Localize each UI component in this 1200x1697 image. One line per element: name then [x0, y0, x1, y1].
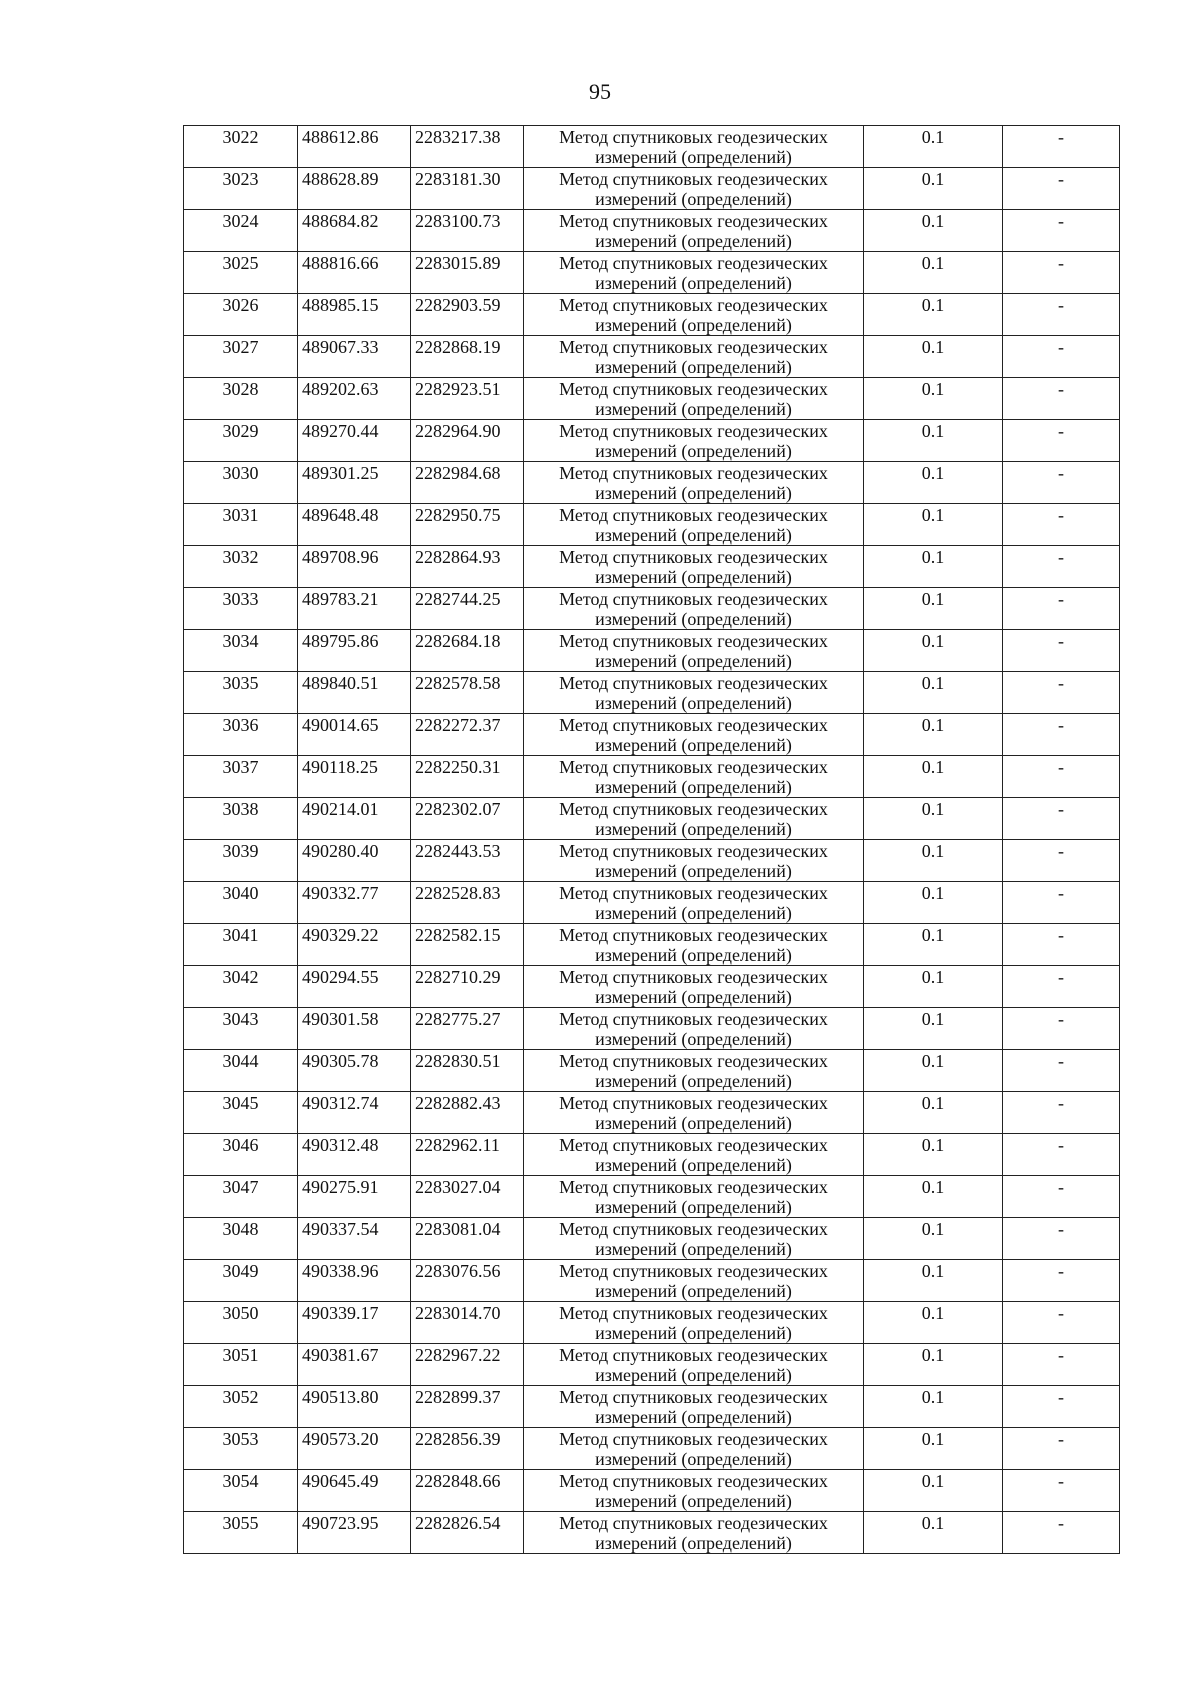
y-coordinate-cell: 2283100.73	[411, 210, 524, 252]
note-cell: -	[1003, 714, 1120, 756]
y-coordinate-cell: 2282899.37	[411, 1386, 524, 1428]
method-cell: Метод спутниковых геодезических измерений (определений)	[524, 252, 864, 294]
y-coordinate-cell: 2282578.58	[411, 672, 524, 714]
method-cell: Метод спутниковых геодезических измерений (определений)	[524, 588, 864, 630]
point-number-cell: 3036	[184, 714, 298, 756]
method-cell: Метод спутниковых геодезических измерений (определений)	[524, 546, 864, 588]
note-cell: -	[1003, 1092, 1120, 1134]
table-row	[184, 420, 1120, 462]
note-cell: -	[1003, 1344, 1120, 1386]
point-number-cell: 3054	[184, 1470, 298, 1512]
point-number-cell: 3047	[184, 1176, 298, 1218]
point-number-cell: 3040	[184, 882, 298, 924]
accuracy-cell: 0.1	[864, 924, 1003, 966]
y-coordinate-cell: 2282775.27	[411, 1008, 524, 1050]
method-cell: Метод спутниковых геодезических измерений (определений)	[524, 1218, 864, 1260]
table-row	[184, 1344, 1120, 1386]
x-coordinate-cell: 489783.21	[298, 588, 411, 630]
accuracy-cell: 0.1	[864, 882, 1003, 924]
point-number-cell: 3046	[184, 1134, 298, 1176]
x-coordinate-cell: 490305.78	[298, 1050, 411, 1092]
method-cell: Метод спутниковых геодезических измерений (определений)	[524, 462, 864, 504]
note-cell: -	[1003, 1302, 1120, 1344]
point-number-cell: 3033	[184, 588, 298, 630]
accuracy-cell: 0.1	[864, 546, 1003, 588]
method-cell: Метод спутниковых геодезических измерений (определений)	[524, 210, 864, 252]
method-cell: Метод спутниковых геодезических измерений (определений)	[524, 126, 864, 168]
table-row	[184, 210, 1120, 252]
note-cell: -	[1003, 756, 1120, 798]
y-coordinate-cell: 2283076.56	[411, 1260, 524, 1302]
point-number-cell: 3023	[184, 168, 298, 210]
accuracy-cell: 0.1	[864, 504, 1003, 546]
x-coordinate-cell: 490280.40	[298, 840, 411, 882]
point-number-cell: 3027	[184, 336, 298, 378]
table-row	[184, 1386, 1120, 1428]
accuracy-cell: 0.1	[864, 840, 1003, 882]
method-cell: Метод спутниковых геодезических измерений (определений)	[524, 504, 864, 546]
x-coordinate-cell: 490337.54	[298, 1218, 411, 1260]
method-cell: Метод спутниковых геодезических измерений (определений)	[524, 630, 864, 672]
method-cell: Метод спутниковых геодезических измерений (определений)	[524, 1470, 864, 1512]
note-cell: -	[1003, 924, 1120, 966]
point-number-cell: 3025	[184, 252, 298, 294]
x-coordinate-cell: 489301.25	[298, 462, 411, 504]
point-number-cell: 3055	[184, 1512, 298, 1554]
x-coordinate-cell: 490214.01	[298, 798, 411, 840]
method-cell: Метод спутниковых геодезических измерений (определений)	[524, 294, 864, 336]
table-row	[184, 1218, 1120, 1260]
table-row	[184, 1512, 1120, 1554]
x-coordinate-cell: 490338.96	[298, 1260, 411, 1302]
accuracy-cell: 0.1	[864, 294, 1003, 336]
method-cell: Метод спутниковых геодезических измерений (определений)	[524, 420, 864, 462]
table-row	[184, 252, 1120, 294]
x-coordinate-cell: 490312.48	[298, 1134, 411, 1176]
table-row	[184, 1428, 1120, 1470]
table-row	[184, 1260, 1120, 1302]
x-coordinate-cell: 490339.17	[298, 1302, 411, 1344]
note-cell: -	[1003, 1176, 1120, 1218]
note-cell: -	[1003, 1470, 1120, 1512]
note-cell: -	[1003, 210, 1120, 252]
y-coordinate-cell: 2282868.19	[411, 336, 524, 378]
y-coordinate-cell: 2282684.18	[411, 630, 524, 672]
table-row	[184, 630, 1120, 672]
accuracy-cell: 0.1	[864, 1302, 1003, 1344]
note-cell: -	[1003, 252, 1120, 294]
note-cell: -	[1003, 1260, 1120, 1302]
y-coordinate-cell: 2282848.66	[411, 1470, 524, 1512]
y-coordinate-cell: 2282856.39	[411, 1428, 524, 1470]
accuracy-cell: 0.1	[864, 1428, 1003, 1470]
y-coordinate-cell: 2282964.90	[411, 420, 524, 462]
x-coordinate-cell: 488816.66	[298, 252, 411, 294]
method-cell: Метод спутниковых геодезических измерений (определений)	[524, 1176, 864, 1218]
y-coordinate-cell: 2282582.15	[411, 924, 524, 966]
point-number-cell: 3042	[184, 966, 298, 1008]
accuracy-cell: 0.1	[864, 1344, 1003, 1386]
note-cell: -	[1003, 462, 1120, 504]
method-cell: Метод спутниковых геодезических измерений (определений)	[524, 336, 864, 378]
accuracy-cell: 0.1	[864, 1512, 1003, 1554]
note-cell: -	[1003, 294, 1120, 336]
method-cell: Метод спутниковых геодезических измерений (определений)	[524, 714, 864, 756]
note-cell: -	[1003, 1218, 1120, 1260]
method-cell: Метод спутниковых геодезических измерений (определений)	[524, 378, 864, 420]
x-coordinate-cell: 490294.55	[298, 966, 411, 1008]
point-number-cell: 3049	[184, 1260, 298, 1302]
x-coordinate-cell: 490329.22	[298, 924, 411, 966]
y-coordinate-cell: 2282302.07	[411, 798, 524, 840]
point-number-cell: 3038	[184, 798, 298, 840]
point-number-cell: 3035	[184, 672, 298, 714]
accuracy-cell: 0.1	[864, 714, 1003, 756]
x-coordinate-cell: 489648.48	[298, 504, 411, 546]
note-cell: -	[1003, 882, 1120, 924]
x-coordinate-cell: 490332.77	[298, 882, 411, 924]
note-cell: -	[1003, 1428, 1120, 1470]
x-coordinate-cell: 489067.33	[298, 336, 411, 378]
y-coordinate-cell: 2282250.31	[411, 756, 524, 798]
table-row	[184, 336, 1120, 378]
table-row	[184, 1134, 1120, 1176]
method-cell: Метод спутниковых геодезических измерений (определений)	[524, 756, 864, 798]
method-cell: Метод спутниковых геодезических измерений (определений)	[524, 840, 864, 882]
accuracy-cell: 0.1	[864, 630, 1003, 672]
method-cell: Метод спутниковых геодезических измерений (определений)	[524, 1260, 864, 1302]
x-coordinate-cell: 488684.82	[298, 210, 411, 252]
accuracy-cell: 0.1	[864, 966, 1003, 1008]
point-number-cell: 3045	[184, 1092, 298, 1134]
method-cell: Метод спутниковых геодезических измерений (определений)	[524, 882, 864, 924]
y-coordinate-cell: 2282882.43	[411, 1092, 524, 1134]
x-coordinate-cell: 490513.80	[298, 1386, 411, 1428]
y-coordinate-cell: 2282710.29	[411, 966, 524, 1008]
method-cell: Метод спутниковых геодезических измерений (определений)	[524, 1428, 864, 1470]
table-row	[184, 672, 1120, 714]
x-coordinate-cell: 489795.86	[298, 630, 411, 672]
x-coordinate-cell: 489270.44	[298, 420, 411, 462]
x-coordinate-cell: 490014.65	[298, 714, 411, 756]
y-coordinate-cell: 2282967.22	[411, 1344, 524, 1386]
accuracy-cell: 0.1	[864, 1134, 1003, 1176]
table-row	[184, 588, 1120, 630]
method-cell: Метод спутниковых геодезических измерений (определений)	[524, 1386, 864, 1428]
x-coordinate-cell: 489202.63	[298, 378, 411, 420]
y-coordinate-cell: 2282826.54	[411, 1512, 524, 1554]
x-coordinate-cell: 488612.86	[298, 126, 411, 168]
table-row	[184, 462, 1120, 504]
table-row	[184, 1302, 1120, 1344]
method-cell: Метод спутниковых геодезических измерений (определений)	[524, 1302, 864, 1344]
accuracy-cell: 0.1	[864, 1092, 1003, 1134]
table-row	[184, 294, 1120, 336]
note-cell: -	[1003, 672, 1120, 714]
accuracy-cell: 0.1	[864, 1050, 1003, 1092]
y-coordinate-cell: 2282864.93	[411, 546, 524, 588]
y-coordinate-cell: 2282830.51	[411, 1050, 524, 1092]
table-row	[184, 1092, 1120, 1134]
table-row	[184, 1008, 1120, 1050]
note-cell: -	[1003, 336, 1120, 378]
table-row	[184, 168, 1120, 210]
x-coordinate-cell: 488628.89	[298, 168, 411, 210]
note-cell: -	[1003, 966, 1120, 1008]
point-number-cell: 3052	[184, 1386, 298, 1428]
point-number-cell: 3032	[184, 546, 298, 588]
x-coordinate-cell: 488985.15	[298, 294, 411, 336]
point-number-cell: 3039	[184, 840, 298, 882]
table-row	[184, 798, 1120, 840]
point-number-cell: 3022	[184, 126, 298, 168]
table-row	[184, 126, 1120, 168]
x-coordinate-cell: 490312.74	[298, 1092, 411, 1134]
accuracy-cell: 0.1	[864, 588, 1003, 630]
point-number-cell: 3026	[184, 294, 298, 336]
table-row	[184, 966, 1120, 1008]
y-coordinate-cell: 2283027.04	[411, 1176, 524, 1218]
accuracy-cell: 0.1	[864, 336, 1003, 378]
note-cell: -	[1003, 420, 1120, 462]
method-cell: Метод спутниковых геодезических измерений (определений)	[524, 1050, 864, 1092]
note-cell: -	[1003, 1134, 1120, 1176]
y-coordinate-cell: 2282744.25	[411, 588, 524, 630]
point-number-cell: 3043	[184, 1008, 298, 1050]
accuracy-cell: 0.1	[864, 420, 1003, 462]
y-coordinate-cell: 2283015.89	[411, 252, 524, 294]
accuracy-cell: 0.1	[864, 168, 1003, 210]
method-cell: Метод спутниковых геодезических измерений (определений)	[524, 672, 864, 714]
y-coordinate-cell: 2282984.68	[411, 462, 524, 504]
y-coordinate-cell: 2282923.51	[411, 378, 524, 420]
y-coordinate-cell: 2282962.11	[411, 1134, 524, 1176]
method-cell: Метод спутниковых геодезических измерений (определений)	[524, 1092, 864, 1134]
x-coordinate-cell: 489840.51	[298, 672, 411, 714]
accuracy-cell: 0.1	[864, 1260, 1003, 1302]
accuracy-cell: 0.1	[864, 1176, 1003, 1218]
note-cell: -	[1003, 798, 1120, 840]
table-row	[184, 840, 1120, 882]
point-number-cell: 3034	[184, 630, 298, 672]
x-coordinate-cell: 490723.95	[298, 1512, 411, 1554]
point-number-cell: 3031	[184, 504, 298, 546]
method-cell: Метод спутниковых геодезических измерений (определений)	[524, 1134, 864, 1176]
point-number-cell: 3051	[184, 1344, 298, 1386]
accuracy-cell: 0.1	[864, 210, 1003, 252]
method-cell: Метод спутниковых геодезических измерений (определений)	[524, 168, 864, 210]
accuracy-cell: 0.1	[864, 1470, 1003, 1512]
method-cell: Метод спутниковых геодезических измерений (определений)	[524, 1008, 864, 1050]
point-number-cell: 3028	[184, 378, 298, 420]
y-coordinate-cell: 2282272.37	[411, 714, 524, 756]
x-coordinate-cell: 490118.25	[298, 756, 411, 798]
point-number-cell: 3029	[184, 420, 298, 462]
table-row	[184, 924, 1120, 966]
note-cell: -	[1003, 546, 1120, 588]
x-coordinate-cell: 490275.91	[298, 1176, 411, 1218]
note-cell: -	[1003, 504, 1120, 546]
note-cell: -	[1003, 630, 1120, 672]
x-coordinate-cell: 490573.20	[298, 1428, 411, 1470]
accuracy-cell: 0.1	[864, 756, 1003, 798]
table-body	[184, 126, 1120, 1554]
accuracy-cell: 0.1	[864, 672, 1003, 714]
y-coordinate-cell: 2282528.83	[411, 882, 524, 924]
table-row	[184, 756, 1120, 798]
note-cell: -	[1003, 1050, 1120, 1092]
point-number-cell: 3037	[184, 756, 298, 798]
method-cell: Метод спутниковых геодезических измерений (определений)	[524, 1512, 864, 1554]
point-number-cell: 3044	[184, 1050, 298, 1092]
x-coordinate-cell: 490645.49	[298, 1470, 411, 1512]
note-cell: -	[1003, 1512, 1120, 1554]
point-number-cell: 3041	[184, 924, 298, 966]
note-cell: -	[1003, 588, 1120, 630]
point-number-cell: 3048	[184, 1218, 298, 1260]
method-cell: Метод спутниковых геодезических измерений (определений)	[524, 966, 864, 1008]
table-row	[184, 882, 1120, 924]
x-coordinate-cell: 489708.96	[298, 546, 411, 588]
y-coordinate-cell: 2282950.75	[411, 504, 524, 546]
table-row	[184, 1176, 1120, 1218]
accuracy-cell: 0.1	[864, 378, 1003, 420]
coordinates-table	[183, 125, 1120, 1554]
point-number-cell: 3024	[184, 210, 298, 252]
x-coordinate-cell: 490381.67	[298, 1344, 411, 1386]
accuracy-cell: 0.1	[864, 252, 1003, 294]
page-number: 95	[589, 79, 611, 104]
y-coordinate-cell: 2282443.53	[411, 840, 524, 882]
note-cell: -	[1003, 1008, 1120, 1050]
note-cell: -	[1003, 168, 1120, 210]
table-row	[184, 504, 1120, 546]
accuracy-cell: 0.1	[864, 1008, 1003, 1050]
table-row	[184, 378, 1120, 420]
accuracy-cell: 0.1	[864, 462, 1003, 504]
accuracy-cell: 0.1	[864, 1386, 1003, 1428]
table-row	[184, 1050, 1120, 1092]
y-coordinate-cell: 2283014.70	[411, 1302, 524, 1344]
y-coordinate-cell: 2283181.30	[411, 168, 524, 210]
y-coordinate-cell: 2283081.04	[411, 1218, 524, 1260]
point-number-cell: 3050	[184, 1302, 298, 1344]
point-number-cell: 3053	[184, 1428, 298, 1470]
accuracy-cell: 0.1	[864, 798, 1003, 840]
accuracy-cell: 0.1	[864, 126, 1003, 168]
method-cell: Метод спутниковых геодезических измерений (определений)	[524, 924, 864, 966]
y-coordinate-cell: 2283217.38	[411, 126, 524, 168]
note-cell: -	[1003, 378, 1120, 420]
note-cell: -	[1003, 840, 1120, 882]
table-row	[184, 546, 1120, 588]
y-coordinate-cell: 2282903.59	[411, 294, 524, 336]
point-number-cell: 3030	[184, 462, 298, 504]
table-row	[184, 1470, 1120, 1512]
method-cell: Метод спутниковых геодезических измерений (определений)	[524, 1344, 864, 1386]
note-cell: -	[1003, 1386, 1120, 1428]
note-cell: -	[1003, 126, 1120, 168]
table-row	[184, 714, 1120, 756]
method-cell: Метод спутниковых геодезических измерений (определений)	[524, 798, 864, 840]
x-coordinate-cell: 490301.58	[298, 1008, 411, 1050]
accuracy-cell: 0.1	[864, 1218, 1003, 1260]
